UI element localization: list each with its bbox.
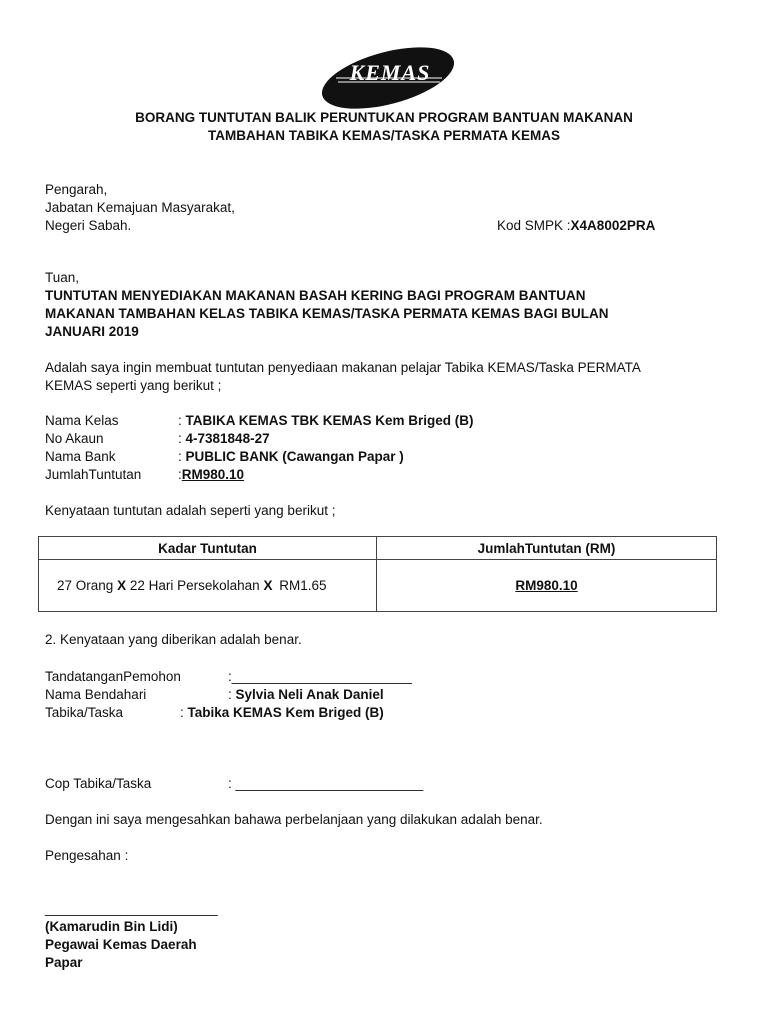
officer-title: Pegawai Kemas Daerah <box>45 937 197 952</box>
tabika-name: Tabika KEMAS Kem Briged (B) <box>187 705 384 720</box>
form-title-line-1: BORANG TUNTUTAN BALIK PERUNTUKAN PROGRAM BANTUAN MAKANAN <box>135 110 633 125</box>
claim-table <box>38 536 717 612</box>
multiply-sign-2: X <box>263 578 273 593</box>
header-jumlah-tuntutan: JumlahTuntutan (RM) <box>377 537 717 560</box>
kemas-logo <box>318 42 458 114</box>
nama-kelas-label: Nama Kelas <box>45 413 119 428</box>
statement-intro: Kenyataan tuntutan adalah seperti yang berikut ; <box>45 503 336 518</box>
address-line-3: Negeri Sabah. <box>45 218 132 233</box>
officer-district: Papar <box>45 955 83 970</box>
nama-bank-text: PUBLIC BANK (Cawangan Papar ) <box>185 449 404 464</box>
total-cell <box>377 560 717 612</box>
no-akaun-value: : 4-7381848-27 <box>178 431 270 446</box>
kod-smpk-label: Kod SMPK : <box>497 218 571 233</box>
no-akaun-text: 4-7381848-27 <box>185 431 270 446</box>
nama-bank-value: : PUBLIC BANK (Cawangan Papar ) <box>178 449 404 464</box>
subject-line-2: MAKANAN TAMBAHAN KELAS TABIKA KEMAS/TASKA PERMATA KEMAS BAGI BULAN <box>45 306 609 321</box>
tandatangan-label: TandatanganPemohon <box>45 669 181 684</box>
intro-line-2: KEMAS seperti yang berikut ; <box>45 378 222 393</box>
jumlah-text: RM980.10 <box>181 467 245 482</box>
tabika-value: : Tabika KEMAS Kem Briged (B) <box>180 705 384 720</box>
rate-value: RM1.65 <box>279 578 327 593</box>
kemas-logo-text: KEMAS <box>349 60 431 85</box>
bendahari-name: Sylvia Neli Anak Daniel <box>235 687 384 702</box>
subject-line-1: TUNTUTAN MENYEDIAKAN MAKANAN BASAH KERING BAGI PROGRAM BANTUAN <box>45 288 586 303</box>
total-value: RM980.10 <box>515 578 578 593</box>
address-line-2: Jabatan Kemajuan Masyarakat, <box>45 200 235 215</box>
no-akaun-label: No Akaun <box>45 431 104 446</box>
officer-signature-line: _______________________ <box>45 901 218 916</box>
jumlah-value: :RM980.10 <box>178 467 245 482</box>
header-kadar-tuntutan: Kadar Tuntutan <box>39 537 377 560</box>
kod-smpk-value: X4A8002PRA <box>570 218 656 233</box>
jumlah-label: JumlahTuntutan <box>45 467 142 482</box>
nama-bank-label: Nama Bank <box>45 449 116 464</box>
claim-table-header-row <box>39 537 717 560</box>
intro-line-1: Adalah saya ingin membuat tuntutan penyediaan makanan pelajar Tabika KEMAS/Taska PERMATA <box>45 360 641 375</box>
hari-count: 22 Hari Persekolahan <box>129 578 260 593</box>
nama-kelas-text: TABIKA KEMAS TBK KEMAS Kem Briged (B) <box>185 413 474 428</box>
officer-name: (Kamarudin Bin Lidi) <box>45 919 178 934</box>
bendahari-label: Nama Bendahari <box>45 687 147 702</box>
cop-label: Cop Tabika/Taska <box>45 776 152 791</box>
form-title-line-2: TAMBAHAN TABIKA KEMAS/TASKA PERMATA KEMAS <box>208 128 560 143</box>
rate-calculation-cell <box>39 560 377 612</box>
declaration: 2. Kenyataan yang diberikan adalah benar. <box>45 632 302 647</box>
kod-smpk <box>497 217 655 234</box>
pengesahan-label: Pengesahan : <box>45 848 129 863</box>
nama-kelas-value: : TABIKA KEMAS TBK KEMAS Kem Briged (B) <box>178 413 474 428</box>
cop-line: : _________________________ <box>228 776 424 791</box>
tabika-label: Tabika/Taska <box>45 705 124 720</box>
address-line-1: Pengarah, <box>45 182 108 197</box>
confirmation: Dengan ini saya mengesahkan bahawa perbelanjaan yang dilakukan adalah benar. <box>45 812 543 827</box>
orang-count: 27 Orang <box>57 578 114 593</box>
tandatangan-line: :________________________ <box>228 669 412 684</box>
subject-line-3: JANUARI 2019 <box>45 324 139 339</box>
table-row <box>39 560 717 612</box>
multiply-sign-1: X <box>117 578 127 593</box>
salutation: Tuan, <box>45 270 80 285</box>
bendahari-value: : Sylvia Neli Anak Daniel <box>228 687 384 702</box>
